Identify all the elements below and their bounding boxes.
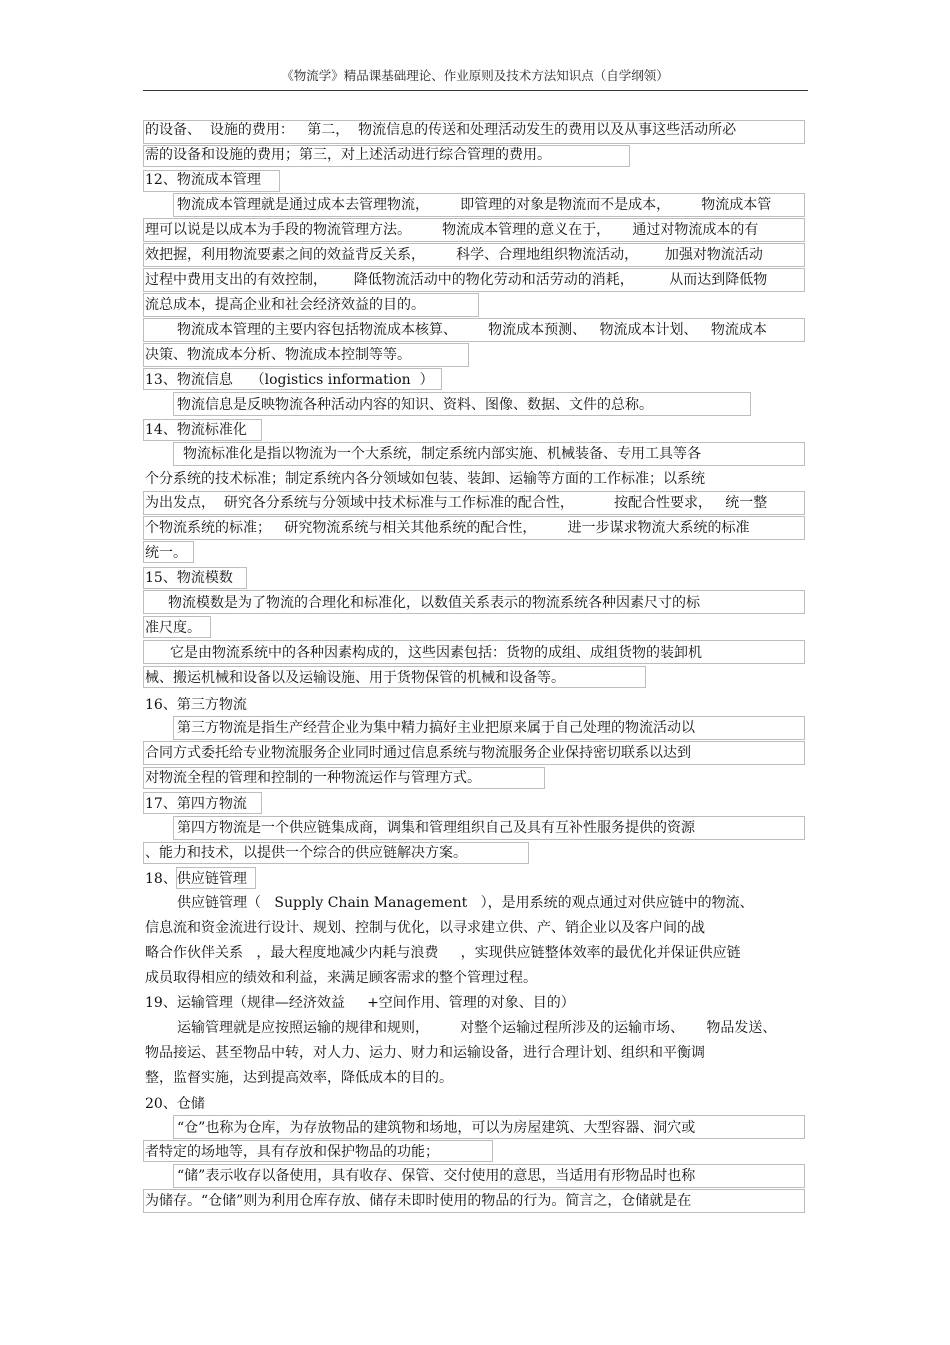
section-heading: 13、物流信息 （logistics information ） bbox=[145, 372, 434, 388]
text-line: “仓”也称为仓库，为存放物品的建筑物和场地，可以为房屋建筑、大型容器、洞穴或 bbox=[177, 1120, 696, 1136]
section-heading: 19、运输管理（规律—经济效益 +空间作用、管理的对象、目的） bbox=[145, 995, 575, 1011]
text-line: 成员取得相应的绩效和利益，来满足顾客需求的整个管理过程。 bbox=[145, 970, 537, 986]
text-line: 物流成本管理就是通过成本去管理物流， 即管理的对象是物流而不是成本， 物流成本管 bbox=[177, 197, 772, 213]
text-line: 统一。 bbox=[145, 545, 187, 561]
text-line: 效把握，利用物流要素之间的效益背反关系， 科学、合理地组织物流活动， 加强对物流活动 bbox=[145, 247, 763, 263]
text-line: 准尺度。 bbox=[145, 620, 201, 636]
text-line: 第四方物流是一个供应链集成商，调集和管理组织自己及具有互补性服务提供的资源 bbox=[177, 820, 695, 836]
text-line: 械、搬运机械和设备以及运输设施、用于货物保管的机械和设备等。 bbox=[145, 670, 565, 686]
text-line: 运输管理就是应按照运输的规律和规则， 对整个运输过程所涉及的运输市场、 物品发送、 bbox=[177, 1020, 777, 1036]
text-line: 为储存。“仓储”则为利用仓库存放、储存未即时使用的物品的行为。简言之，仓储就是在 bbox=[145, 1193, 692, 1209]
text-line: 决策、物流成本分析、物流成本控制等等。 bbox=[145, 347, 411, 363]
text-line: 理可以说是以成本为手段的物流管理方法。 物流成本管理的意义在于， 通过对物流成本的有 bbox=[145, 222, 759, 238]
text-line: 个分系统的技术标准；制定系统内各分领域如包装、装卸、运输等方面的工作标准；以系统 bbox=[145, 471, 705, 487]
text-line: 略合作伙伴关系 ，最大程度地减少内耗与浪费 ，实现供应链整体效率的最优化并保证供应链 bbox=[145, 945, 741, 961]
text-line: 第三方物流是指生产经营企业为集中精力搞好主业把原来属于自己处理的物流活动以 bbox=[177, 720, 695, 736]
text-line: 合同方式委托给专业物流服务企业同时通过信息系统与物流服务企业保持密切联系以达到 bbox=[145, 745, 691, 761]
page-header: 《物流学》精品课基础理论、作业原则及技术方法知识点（自学纲领） bbox=[281, 68, 669, 83]
section-heading: 14、物流标准化 bbox=[145, 422, 247, 438]
header-rule bbox=[143, 90, 808, 91]
text-line: 信息流和资金流进行设计、规划、控制与优化，以寻求建立供、产、销企业以及客户间的战 bbox=[145, 920, 705, 936]
text-line: 的设备、 设施的费用： 第二， 物流信息的传送和处理活动发生的费用以及从事这些活动所必 bbox=[145, 122, 737, 138]
text-line: 者特定的场地等，具有存放和保护物品的功能； bbox=[145, 1144, 439, 1160]
section-heading: 17、第四方物流 bbox=[145, 796, 247, 812]
section-heading: 20、仓储 bbox=[145, 1096, 205, 1112]
text-line: 需的设备和设施的费用；第三，对上述活动进行综合管理的费用。 bbox=[145, 147, 551, 163]
text-line: 整，监督实施，达到提高效率，降低成本的目的。 bbox=[145, 1070, 453, 1086]
text-line: 流总成本，提高企业和社会经济效益的目的。 bbox=[145, 297, 425, 313]
text-line: 个物流系统的标准； 研究物流系统与相关其他系统的配合性， 进一步谋求物流大系统的标准 bbox=[145, 520, 750, 536]
section-heading: 16、第三方物流 bbox=[145, 697, 247, 713]
text-line: 它是由物流系统中的各种因素构成的，这些因素包括：货物的成组、成组货物的装卸机 bbox=[170, 645, 702, 661]
text-line: 物品接运、甚至物品中转，对人力、运力、财力和运输设备，进行合理计划、组织和平衡调 bbox=[145, 1045, 705, 1061]
section-heading: 12、物流成本管理 bbox=[145, 172, 261, 188]
text-line: 物流成本管理的主要内容包括物流成本核算、 物流成本预测、 物流成本计划、 物流成本 bbox=[177, 322, 767, 338]
text-line: 物流模数是为了物流的合理化和标准化，以数值关系表示的物流系统各种因素尺寸的标 bbox=[168, 595, 700, 611]
section-heading: 15、物流模数 bbox=[145, 570, 233, 586]
text-line: “储”表示收存以备使用，具有收存、保管、交付使用的意思，当适用有形物品时也称 bbox=[177, 1168, 696, 1184]
text-line: 供应链管理（ Supply Chain Management ），是用系统的观点通过对供应链中的物流、 bbox=[177, 895, 754, 911]
text-line: 物流标准化是指以物流为一个大系统，制定系统内部实施、机械装备、专用工具等各 bbox=[183, 446, 701, 462]
text-line: 为出发点， 研究各分系统与分领域中技术标准与工作标准的配合性， 按配合性要求， 统一整 bbox=[145, 495, 768, 511]
text-line: 对物流全程的管理和控制的一种物流运作与管理方式。 bbox=[145, 770, 481, 786]
section-heading: 18、供应链管理 bbox=[145, 871, 247, 887]
text-line: 物流信息是反映物流各种活动内容的知识、资料、图像、数据、文件的总称。 bbox=[177, 397, 653, 413]
text-line: 过程中费用支出的有效控制， 降低物流活动中的物化劳动和活劳动的消耗， 从而达到降低物 bbox=[145, 272, 768, 288]
text-line: 、能力和技术，以提供一个综合的供应链解决方案。 bbox=[145, 845, 467, 861]
